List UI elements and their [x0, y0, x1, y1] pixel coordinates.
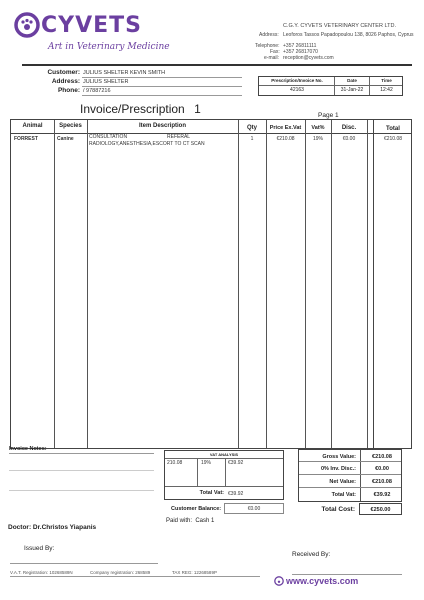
- row-disc: €0.00: [342, 136, 356, 142]
- date-label: Date: [347, 78, 357, 83]
- col-divider: [305, 120, 306, 448]
- total-vat-value: €39.92: [373, 492, 391, 498]
- header-disc: Disc.: [341, 125, 357, 131]
- notes-rule: [9, 470, 154, 471]
- address-underline: [82, 86, 242, 87]
- fax-label: Fax:: [270, 49, 280, 55]
- website[interactable]: www.cyvets.com: [286, 576, 359, 586]
- vat-analysis-box: [164, 450, 284, 500]
- phone-underline: [82, 95, 242, 96]
- notes-rule: [9, 490, 154, 491]
- items-table: [10, 119, 412, 449]
- invoice-title-number: 1: [194, 102, 201, 116]
- vat-amount: €39.92: [228, 460, 244, 466]
- customer-name: JULIUS SHELTER KEVIN SMITH: [83, 70, 166, 76]
- total-cost-value: €250.00: [370, 506, 391, 513]
- row-desc-line1: CONSULTATION: [89, 134, 128, 140]
- row-species: Canine: [57, 136, 74, 142]
- invoice-notes-label: Invoice Notes:: [9, 446, 47, 452]
- paid-with: Paid with: Cash 1: [166, 518, 215, 524]
- summary-row-line: [299, 474, 401, 475]
- header-animal: Animal: [22, 123, 43, 129]
- col-divider-bold: [373, 120, 374, 448]
- header-divider: [22, 64, 412, 66]
- col-divider: [238, 120, 239, 448]
- invoice-discount: €0.00: [375, 466, 389, 472]
- address-field-label: Address:: [51, 78, 80, 85]
- row-desc-referral: REFERAL: [167, 134, 191, 140]
- summary-row-line: [299, 487, 401, 488]
- vat-registration: V.A.T. Registration: 10268589N: [10, 570, 73, 575]
- total-vat-label: Total Vat:: [331, 492, 356, 498]
- customer-balance-value: €0.00: [247, 506, 261, 512]
- invoice-time: 12:42: [380, 87, 393, 93]
- vat-analysis-title: VAT ANALYSIS: [209, 452, 239, 457]
- header-item-description: Item Description: [138, 123, 186, 129]
- vat-net-value: 210.08: [167, 460, 183, 466]
- brand-name: CYVETS: [41, 13, 142, 38]
- vat-title-line: [165, 458, 283, 459]
- footer-rule: [10, 576, 260, 577]
- gross-value-label: Gross Value:: [322, 454, 356, 460]
- page-number: Page 1: [318, 112, 339, 119]
- telephone-label: Telephone:: [255, 43, 280, 49]
- invoice-meta-box: [258, 76, 403, 96]
- address-label: Address:: [259, 32, 279, 38]
- row-animal: FORREST: [14, 136, 38, 142]
- invoice-title: [80, 102, 201, 116]
- paw-logo-icon: [14, 12, 40, 38]
- invoice-number-label: Prescription/Invoice No.: [271, 78, 323, 83]
- vat-col-divider: [197, 458, 198, 486]
- logo: [14, 10, 170, 55]
- header-qty: Qty: [246, 125, 257, 131]
- phone-label: Phone:: [57, 87, 80, 94]
- customer-phone: / 97887216: [83, 88, 111, 94]
- invoice-number: 42163: [290, 87, 304, 93]
- customer-balance-label: Customer Balance:: [171, 506, 222, 512]
- company-fax: +357 26817070: [283, 49, 318, 55]
- invoice-discount-label: 0% Inv. Disc.:: [320, 466, 356, 472]
- header-price: Price Ex.Vat: [269, 125, 302, 131]
- summary-row-line: [299, 461, 401, 462]
- paw-footer-icon: [274, 576, 284, 586]
- col-divider: [54, 120, 55, 448]
- invoice-date: 31-Jan-22: [340, 87, 364, 93]
- row-total: €210.08: [383, 136, 403, 142]
- company-email: reception@cyvets.com: [283, 55, 334, 61]
- doctor-name: Doctor: Dr.Christos Yiapanis: [8, 524, 97, 531]
- received-by-label: Received By:: [292, 551, 331, 558]
- net-value-label: Net Value:: [329, 479, 356, 485]
- col-divider: [87, 120, 88, 448]
- customer-underline: [82, 77, 242, 78]
- customer-balance-box: [224, 503, 284, 514]
- net-value: €210.08: [372, 479, 392, 485]
- row-price: €210.08: [276, 136, 295, 142]
- total-cost-label: Total Cost:: [321, 506, 355, 513]
- header-vat: Vat%: [311, 125, 325, 131]
- summary-box: [298, 449, 402, 502]
- company-registration: Company registration: 268589: [90, 570, 151, 575]
- header-species: Species: [59, 123, 82, 129]
- col-divider: [331, 120, 332, 448]
- vat-total-label: Total Vat:: [199, 490, 224, 496]
- gross-value: €210.08: [372, 454, 392, 460]
- company-address: Leoforos Tassos Papadopoulou 138, 8026 Paphos, Cyprus: [283, 32, 414, 38]
- row-qty: 1: [250, 136, 254, 142]
- meta-label-divider: [259, 85, 402, 86]
- row-vat: 19%: [312, 136, 323, 142]
- vat-col-divider: [225, 458, 226, 486]
- col-divider: [367, 120, 368, 448]
- row-desc-line2: RADIOLOGY,ANESTHESIA,ESCORT TO CT SCAN: [89, 141, 205, 147]
- company-telephone: +357 26811111: [283, 43, 317, 49]
- customer-label: Customer:: [47, 69, 80, 76]
- invoice-title-text: Invoice/Prescription: [80, 102, 185, 116]
- customer-address: JULIUS SHELTER: [83, 79, 129, 85]
- brand-tagline: Art in Veterinary Medicine: [48, 42, 170, 52]
- issued-by-line: [10, 563, 158, 564]
- table-header-line: [11, 133, 411, 134]
- received-by-line: [292, 574, 402, 575]
- issued-by-label: Issued By:: [24, 545, 55, 552]
- vat-total-line: [165, 486, 283, 487]
- vat-rate: 19%: [201, 460, 212, 466]
- col-divider: [266, 120, 267, 448]
- vat-total-value: €39.92: [228, 491, 244, 497]
- customer-block: [22, 69, 242, 99]
- tax-registration: TAX REG: 12268589P: [172, 570, 217, 575]
- notes-rule: [9, 453, 154, 454]
- email-label: e-mail:: [264, 55, 280, 61]
- total-cost-box: [359, 503, 402, 515]
- header-total: Total: [386, 126, 400, 132]
- time-label: Time: [381, 78, 392, 83]
- company-name: C.G.Y. CYVETS VETERINARY CENTER LTD.: [283, 23, 396, 29]
